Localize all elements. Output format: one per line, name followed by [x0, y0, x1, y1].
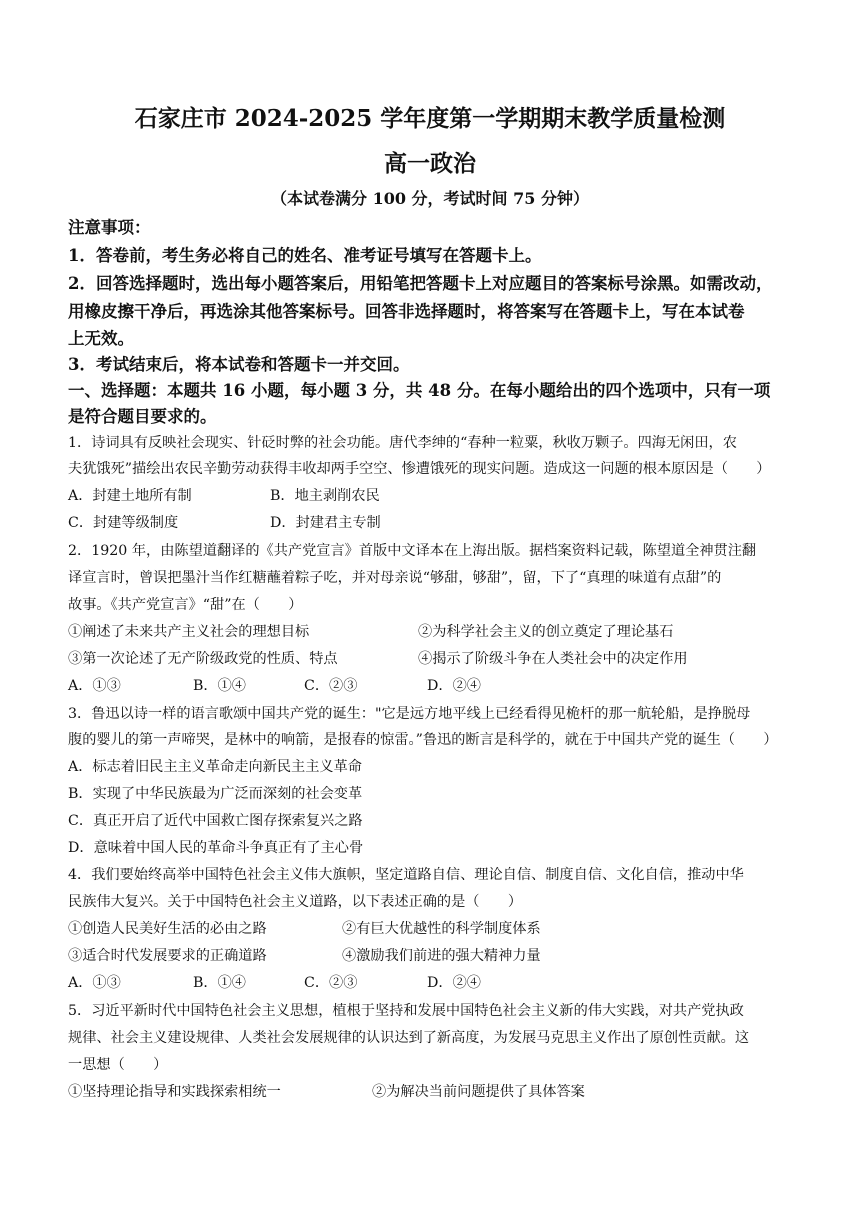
- question-4-item: ③适合时代发展要求的正确道路: [68, 948, 267, 964]
- question-2-item: ①阐述了未来共产主义社会的理想目标: [68, 624, 310, 640]
- question-1-stem: 1．诗词具有反映社会现实、针砭时弊的社会功能。唐代李绅的“春种一粒粟，秋收万颗子。四海无闲田，农: [68, 435, 737, 451]
- notice-line: 3．考试结束后，将本试卷和答题卡一并交回。: [68, 355, 410, 374]
- notice-line: 用橡皮擦干净后，再选涂其他答案标号。回答非选择题时，将答案写在答题卡上，写在本试卷: [68, 302, 745, 321]
- question-5-stem: 5．习近平新时代中国特色社会主义思想，植根于坚持和发展中国特色社会主义新的伟大实践，对共产党执政: [68, 1003, 744, 1019]
- question-5-item: ②为解决当前问题提供了具体答案: [372, 1084, 585, 1100]
- section-heading: 一、选择题：本题共 16 小题，每小题 3 分，共 48 分。在每小题给出的四个选项中，只有一项: [68, 381, 771, 400]
- question-2-stem: 故事。《共产党宣言》“甜”在（ ）: [68, 597, 303, 613]
- question-4-item: ④激励我们前进的强大精神力量: [342, 948, 541, 964]
- question-3-option: C．真正开启了近代中国救亡图存探索复兴之路: [68, 813, 363, 829]
- question-3-stem: 3．鲁迅以诗一样的语言歌颂中国共产党的诞生："它是远方地平线上已经看得见桅杆的那一航轮船，是挣脱母: [68, 706, 751, 722]
- question-2-option: B．①④: [193, 678, 246, 694]
- question-4-option: A．①③: [68, 975, 121, 991]
- notice-line: 上无效。: [68, 329, 134, 348]
- question-5-stem: 规律、社会主义建设规律、人类社会发展规律的认识达到了新高度，为发展马克思主义作出了原创性贡献。这: [68, 1030, 750, 1046]
- question-4-option: B．①④: [193, 975, 246, 991]
- question-2-item: ④揭示了阶级斗争在人类社会中的决定作用: [418, 651, 688, 667]
- question-3-option: A．标志着旧民主主义革命走向新民主主义革命: [68, 759, 362, 775]
- question-4-option: C．②③: [304, 975, 358, 991]
- notice-heading: 注意事项：: [68, 218, 151, 237]
- notice-line: 2．回答选择题时，选出每小题答案后，用铅笔把答题卡上对应题目的答案标号涂黑。如需改动，: [68, 274, 773, 293]
- question-2-stem: 译宣言时，曾误把墨汁当作红糖蘸着粽子吃，并对母亲说“够甜，够甜”，留，下了“真理的味道有点甜”的: [68, 570, 722, 586]
- exam-note: （本试卷满分 100 分，考试时间 75 分钟）: [271, 189, 589, 208]
- question-1-option: A．封建土地所有制: [68, 488, 192, 504]
- question-2-option: D．②④: [427, 678, 481, 694]
- question-5-stem: 一思想（ ）: [68, 1057, 168, 1073]
- question-2-option: A．①③: [68, 678, 121, 694]
- question-3-option: B．实现了中华民族最为广泛而深刻的社会变革: [68, 786, 363, 802]
- section-heading: 是符合题目要求的。: [68, 407, 217, 426]
- question-2-option: C．②③: [304, 678, 358, 694]
- question-1-stem: 夫犹饿死”描绘出农民辛勤劳动获得丰收却两手空空、惨遭饿死的现实问题。造成这一问题的根本原因是（ ）: [68, 461, 771, 477]
- question-4-stem: 4．我们要始终高举中国特色社会主义伟大旗帜，坚定道路自信、理论自信、制度自信、文化自信，推动中华: [68, 867, 744, 883]
- exam-subject: 高一政治: [384, 150, 476, 177]
- question-1-option: D．封建君主专制: [270, 515, 381, 531]
- question-4-option: D．②④: [427, 975, 481, 991]
- question-2-stem: 2．1920 年，由陈望道翻译的《共产党宣言》首版中文译本在上海出版。据档案资料记载，陈望道全神贯注翻: [68, 543, 757, 559]
- notice-line: 1．答卷前，考生务必将自己的姓名、准考证号填写在答题卡上。: [68, 246, 542, 265]
- question-4-stem: 民族伟大复兴。关于中国特色社会主义道路，以下表述正确的是（ ）: [68, 894, 523, 910]
- question-1-option: C．封建等级制度: [68, 515, 179, 531]
- question-5-item: ①坚持理论指导和实践探索相统一: [68, 1084, 281, 1100]
- question-3-stem: 腹的婴儿的第一声啼哭，是林中的响箭，是报春的惊雷。”鲁迅的断言是科学的，就在于中国共产党的诞生（ ）: [68, 732, 778, 748]
- question-1-option: B．地主剥削农民: [270, 488, 380, 504]
- question-4-item: ②有巨大优越性的科学制度体系: [342, 921, 541, 937]
- question-4-item: ①创造人民美好生活的必由之路: [68, 921, 267, 937]
- exam-title: 石家庄市 2024-2025 学年度第一学期期末教学质量检测: [134, 105, 726, 132]
- question-2-item: ③第一次论述了无产阶级政党的性质、特点: [68, 651, 338, 667]
- question-2-item: ②为科学社会主义的创立奠定了理论基石: [418, 624, 674, 640]
- question-3-option: D．意味着中国人民的革命斗争真正有了主心骨: [68, 840, 364, 856]
